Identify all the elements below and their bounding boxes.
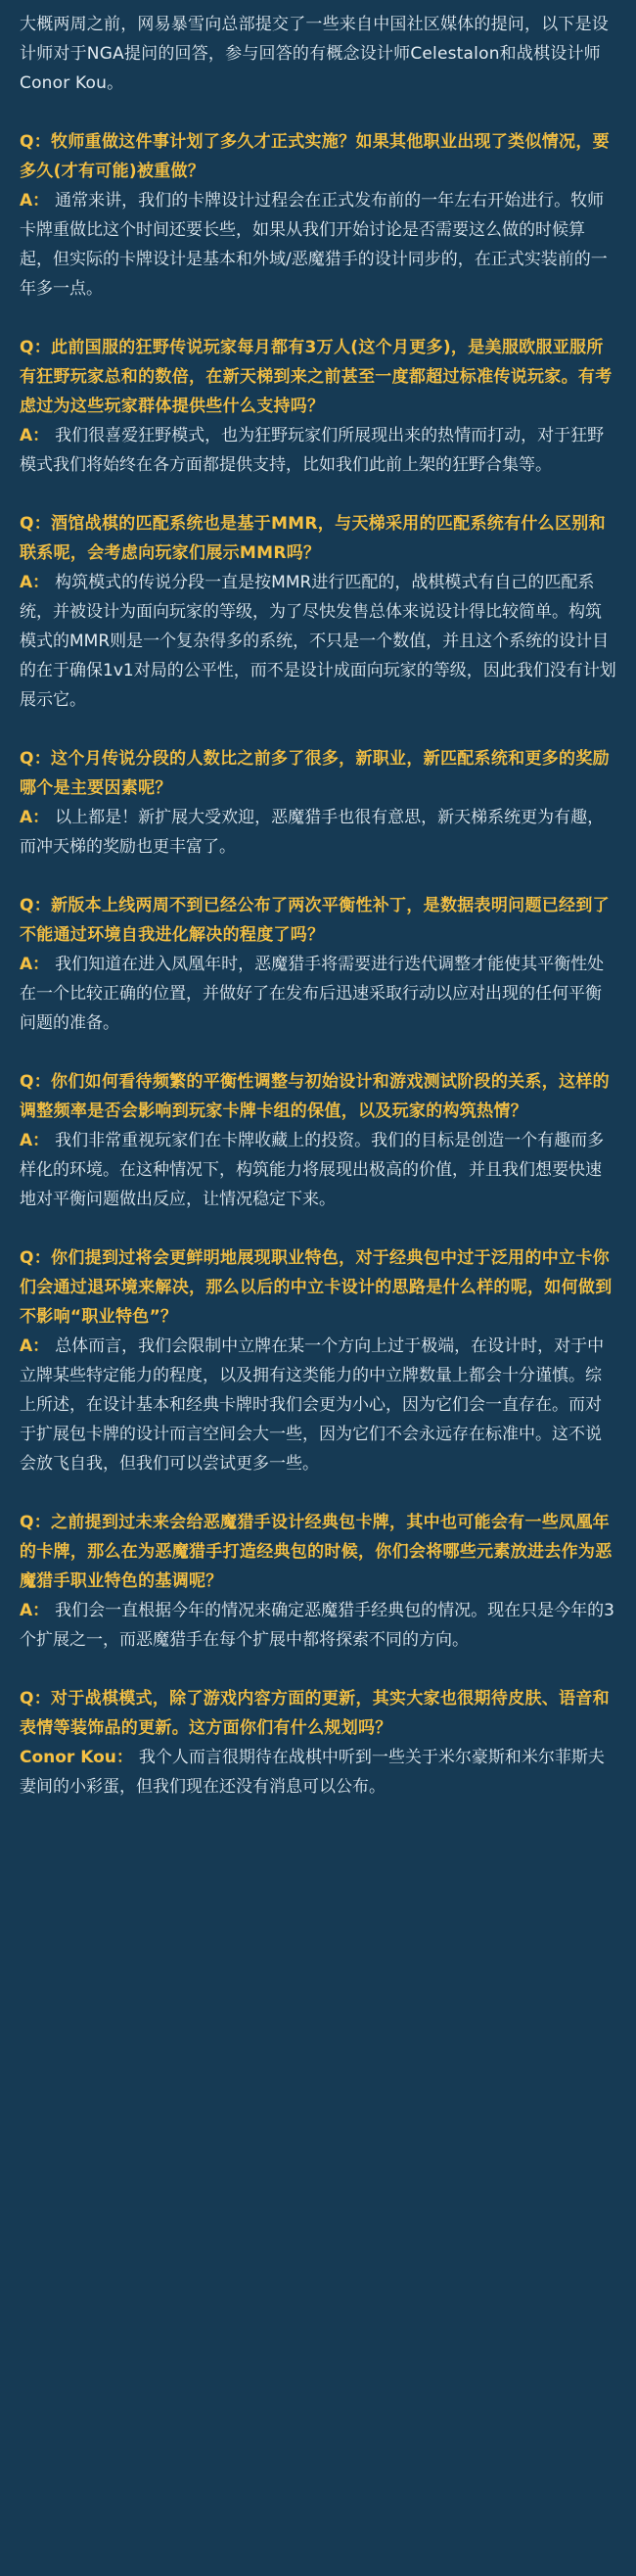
answer-text: 以上都是！新扩展大受欢迎，恶魔猎手也很有意思，新天梯系统更为有趣，而冲天梯的奖励也更丰富了。	[20, 808, 605, 857]
answer	[20, 186, 616, 304]
answer-prefix: A：	[20, 1336, 50, 1356]
answer-text: 我们会一直根据今年的情况来确定恶魔猎手经典包的情况。现在只是今年的3个扩展之一，而恶魔猎手在每个扩展中都将探索不同的方向。	[20, 1601, 614, 1650]
answer-prefix: A：	[20, 808, 50, 827]
answer	[20, 1596, 616, 1655]
answer-text: 构筑模式的传说分段一直是按MMR进行匹配的，战棋模式有自己的匹配系统，并被设计为面向玩家的等级，为了尽快发售总体来说设计得比较简单。构筑模式的MMR则是一个复杂得多的系统，不只是一个数值，并且这个系统的设计目的在于确保1v1对局的公平性，而不是设计成面向玩家的等级，因此我们没有计划展示它。	[20, 573, 616, 710]
question: Q：牧师重做这件事计划了多久才正式实施？如果其他职业出现了类似情况，要多久(才有可能)被重做？	[20, 132, 610, 181]
qa-block	[20, 127, 616, 304]
question: Q：对于战棋模式，除了游戏内容方面的更新，其实大家也很期待皮肤、语音和表情等装饰品的更新。这方面你们有什么规划吗？	[20, 1689, 610, 1738]
answer-text: 通常来讲，我们的卡牌设计过程会在正式发布前的一年左右开始进行。牧师卡牌重做比这个时间还要长些，如果从我们开始讨论是否需要这么做的时候算起，但实际的卡牌设计是基本和外域/恶魔猎手的设计同步的，在正式实装前的一年多一点。	[20, 191, 608, 299]
intro-paragraph: 大概两周之前，网易暴雪向总部提交了一些来自中国社区媒体的提问，以下是设计师对于NGA提问的回答，参与回答的有概念设计师Celestalon和战棋设计师Conor Kou。	[20, 15, 609, 93]
answer-prefix: Conor Kou：	[20, 1748, 133, 1767]
answer-prefix: A：	[20, 1131, 50, 1150]
qa-block	[20, 1684, 616, 1802]
qa-block	[20, 333, 616, 480]
qa-block	[20, 744, 616, 862]
qa-block	[20, 1067, 616, 1214]
answer	[20, 568, 616, 715]
answer-text: 总体而言，我们会限制中立牌在某一个方向上过于极端，在设计时，对于中立牌某些特定能力的程度，以及拥有这类能力的中立牌数量上都会十分谨慎。综上所述，在设计基本和经典卡牌时我们会更为小心，因为它们会一直存在。而对于扩展包卡牌的设计而言空间会大一些，因为它们不会永远存在标准中。这不说会放飞自我，但我们可以尝试更多一些。	[20, 1336, 605, 1474]
question: Q：新版本上线两周不到已经公布了两次平衡性补丁，是数据表明问题已经到了不能通过环境自我进化解决的程度了吗？	[20, 896, 610, 945]
answer	[20, 803, 616, 862]
qa-block	[20, 891, 616, 1038]
question: Q：这个月传说分段的人数比之前多了很多，新职业，新匹配系统和更多的奖励哪个是主要因素呢？	[20, 749, 610, 798]
answer	[20, 421, 616, 480]
answer-prefix: A：	[20, 426, 50, 445]
answer-text: 我们知道在进入凤凰年时，恶魔猎手将需要进行迭代调整才能使其平衡性处在一个比较正确的位置，并做好了在发布后迅速采取行动以应对出现的任何平衡问题的准备。	[20, 955, 605, 1033]
answer	[20, 1743, 616, 1802]
answer	[20, 950, 616, 1038]
answer	[20, 1126, 616, 1214]
answer-text: 我们很喜爱狂野模式，也为狂野玩家们所展现出来的热情而打动，对于狂野模式我们将始终在各方面都提供支持，比如我们此前上架的狂野合集等。	[20, 426, 605, 475]
answer	[20, 1332, 616, 1478]
question: Q：你们提到过将会更鲜明地展现职业特色，对于经典包中过于泛用的中立卡你们会通过退环境来解决，那么以后的中立卡设计的思路是什么样的呢，如何做到不影响“职业特色”？	[20, 1248, 613, 1327]
answer-prefix: A：	[20, 573, 50, 592]
answer-prefix: A：	[20, 191, 50, 211]
answer-prefix: A：	[20, 1601, 50, 1620]
question: Q：你们如何看待频繁的平衡性调整与初始设计和游戏测试阶段的关系，这样的调整频率是否会影响到玩家卡牌卡组的保值，以及玩家的构筑热情？	[20, 1072, 610, 1121]
question: Q：此前国服的狂野传说玩家每月都有3万人(这个月更多)，是美服欧服亚服所有狂野玩家总和的数倍，在新天梯到来之前甚至一度都超过标准传说玩家。有考虑过为这些玩家群体提供些什么支持吗？	[20, 338, 613, 416]
qa-block	[20, 1508, 616, 1655]
qa-block	[20, 509, 616, 715]
question: Q：酒馆战棋的匹配系统也是基于MMR，与天梯采用的匹配系统有什么区别和联系呢，会考虑向玩家们展示MMR吗？	[20, 514, 606, 563]
question: Q：之前提到过未来会给恶魔猎手设计经典包卡牌，其中也可能会有一些凤凰年的卡牌，那么在为恶魔猎手打造经典包的时候，你们会将哪些元素放进去作为恶魔猎手职业特色的基调呢？	[20, 1513, 613, 1591]
qa-block	[20, 1243, 616, 1478]
answer-text: 我个人而言很期待在战棋中听到一些关于米尔豪斯和米尔菲斯夫妻间的小彩蛋，但我们现在还没有消息可以公布。	[20, 1748, 605, 1797]
answer-prefix: A：	[20, 955, 50, 974]
answer-text: 我们非常重视玩家们在卡牌收藏上的投资。我们的目标是创造一个有趣而多样化的环境。在这种情况下，构筑能力将展现出极高的价值，并且我们想要快速地对平衡问题做出反应，让情况稳定下来。	[20, 1131, 605, 1209]
